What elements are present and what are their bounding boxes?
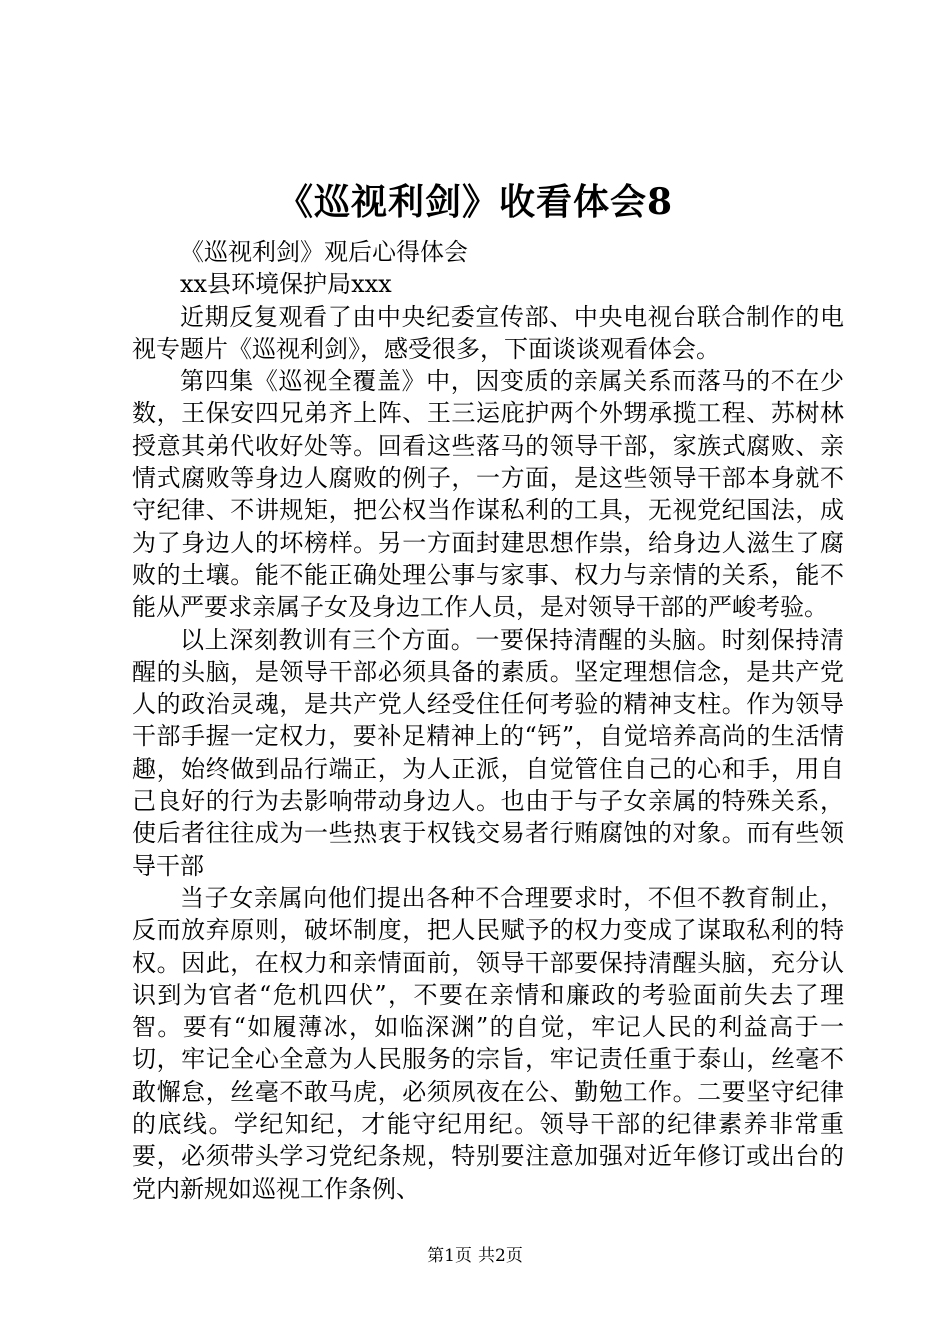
page-number: 第1页 [427, 1246, 472, 1266]
page-footer [0, 1244, 950, 1268]
document-title: 《巡视利剑》收看体会8 [276, 181, 674, 223]
paragraph: 以上深刻教训有三个方面。一要保持清醒的头脑。时刻保持清醒的头脑，是领导干部必须具备的素质。坚定理想信念，是共产党人的政治灵魂，是共产党人经受住任何考验的精神支柱。作为领导干部手握一定权力，要补足精神上的“钙”，自觉培养高尚的生活情趣，始终做到品行端正，为人正派，自觉管住自己的心和手，用自己良好的行为去影响带动身边人。也由于与子女亲属的特殊关系，使后者往往成为一些热衷于权钱交易者行贿腐蚀的对象。而有些领导干部 [132, 625, 844, 880]
paragraph: 第四集《巡视全覆盖》中，因变质的亲属关系而落马的不在少数，王保安四兄弟齐上阵、王三运庇护两个外甥承揽工程、苏树林授意其弟代收好处等。回看这些落马的领导干部，家族式腐败、亲情式腐败等身边人腐败的例子，一方面，是这些领导干部本身就不守纪律、不讲规矩，把公权当作谋私利的工具，无视党纪国法，成为了身边人的坏榜样。另一方面封建思想作祟，给身边人滋生了腐败的土壤。能不能正确处理公事与家事、权力与亲情的关系，能不能从严要求亲属子女及身边工作人员，是对领导干部的严峻考验。 [132, 367, 844, 622]
page-total: 共2页 [478, 1246, 523, 1266]
paragraph: 当子女亲属向他们提出各种不合理要求时，不但不教育制止，反而放弃原则，破坏制度，把人民赋予的权力变成了谋取私利的特权。因此，在权力和亲情面前，领导干部要保持清醒头脑，充分认识到为官者“危机四伏”，不要在亲情和廉政的考验面前失去了理智。要有“如履薄冰，如临深渊”的自觉，牢记人民的利益高于一切，牢记全心全意为人民服务的宗旨，牢记责任重于泰山，丝毫不敢懈怠，丝毫不敢马虎，必须夙夜在公、勤勉工作。二要坚守纪律的底线。学纪知纪，才能守纪用纪。领导干部的纪律素养非常重要，必须带头学习党纪条规，特别要注意加强对近年修订或出台的党内新规如巡视工作条例、 [132, 883, 844, 1203]
author-line: xx县环境保护局xxx [180, 270, 392, 299]
subtitle: 《巡视利剑》观后心得体会 [180, 238, 468, 266]
paragraph: 近期反复观看了由中央纪委宣传部、中央电视台联合制作的电视专题片《巡视利剑》，感受很多，下面谈谈观看体会。 [132, 302, 844, 363]
document-body [132, 236, 844, 1205]
